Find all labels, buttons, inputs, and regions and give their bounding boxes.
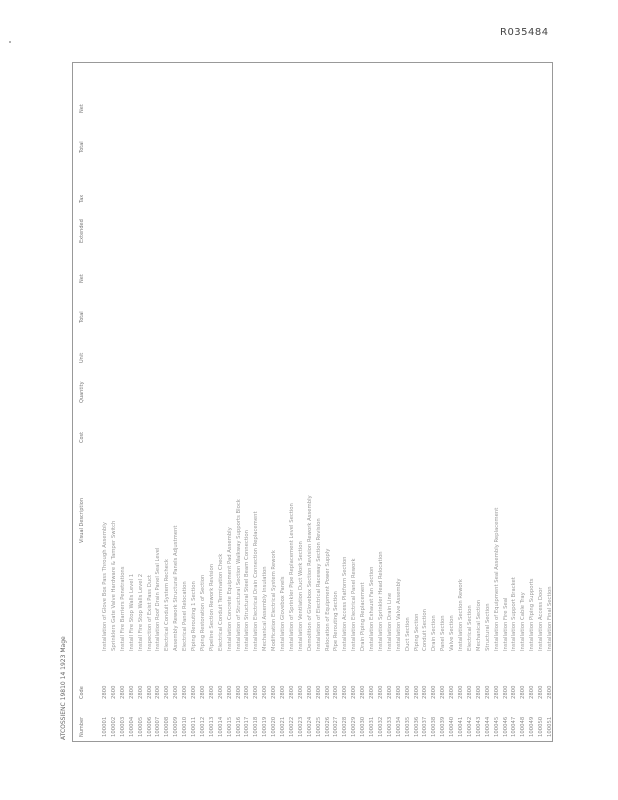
row-number: 100005 <box>137 716 144 737</box>
row-code: 2800 <box>369 685 375 699</box>
row-number: 100015 <box>226 716 233 737</box>
row-description: Conduit Section <box>422 609 429 651</box>
rotated-table-frame <box>72 62 553 742</box>
row-number: 100045 <box>493 716 500 737</box>
row-number: 100031 <box>369 716 375 737</box>
column-header: Quantity <box>79 381 85 403</box>
row-code: 2800 <box>137 685 144 699</box>
row-number: 100007 <box>155 716 162 737</box>
column-header: Cost <box>79 431 85 443</box>
row-description: Installation Ventilation Duct Work Section <box>297 541 304 651</box>
column-header: Code <box>79 686 85 699</box>
row-code: 2600 <box>173 685 180 699</box>
row-code: 2800 <box>440 685 447 699</box>
row-code: 2800 <box>431 685 438 699</box>
column-header: Net <box>79 274 85 283</box>
row-number: 100001 <box>102 716 108 737</box>
row-number: 100013 <box>208 716 215 737</box>
row-description: Assembly Rework Structural Panels Adjustment <box>173 525 180 651</box>
row-number: 100018 <box>253 716 260 737</box>
row-code: 2800 <box>547 685 553 699</box>
row-description: Electrical Conduit Termination Check <box>217 553 224 651</box>
row-code: 2800 <box>191 685 197 699</box>
row-description: Installation Exhaust Fan Section <box>369 566 375 651</box>
row-description: Installation of Sprinkler Pipe Replacement Level Section <box>288 503 295 651</box>
row-number: 100042 <box>466 716 473 737</box>
row-description: Installation Drain Line <box>386 592 393 651</box>
row-description: Duct Section <box>404 617 411 651</box>
row-code: 2800 <box>511 685 518 699</box>
row-number: 100004 <box>128 716 135 737</box>
row-number: 100038 <box>431 716 438 737</box>
row-number: 100017 <box>244 716 251 737</box>
row-number: 100044 <box>484 716 491 737</box>
row-code: 2800 <box>199 685 206 699</box>
bates-number: R035484 <box>500 27 549 38</box>
row-code: 2800 <box>253 685 260 699</box>
row-number: 100049 <box>529 716 536 737</box>
row-code: 2800 <box>182 685 189 699</box>
row-code: 2800 <box>342 685 349 699</box>
row-code: 2800 <box>475 685 482 699</box>
row-number: 100003 <box>119 716 126 737</box>
row-code: 2800 <box>324 685 331 699</box>
row-code: 2800 <box>297 685 304 699</box>
row-description: Sprinklers Gate Valve Hardware & Tamper Switch <box>110 520 117 651</box>
row-description: Installation of Electrical Raceway Section Revision <box>315 518 322 651</box>
row-description: Demolition of Glovebox Section Revision Rework Assembly <box>306 495 313 651</box>
row-description: Installation Electrical Panel Rework <box>351 558 358 651</box>
row-description: Valve Section <box>449 615 456 651</box>
row-description: Installation Support Bracket <box>511 577 518 651</box>
row-number: 100020 <box>271 716 278 737</box>
row-code: 2800 <box>395 685 402 699</box>
row-code: 2800 <box>458 685 464 699</box>
column-header: Extended <box>79 219 85 243</box>
row-description: Installation Cable Tray <box>520 592 527 651</box>
row-description: Installation Glovebox Panels <box>280 576 286 651</box>
row-number: 100014 <box>217 716 224 737</box>
row-description: Installation Structural Steel Beam Connection <box>244 530 251 651</box>
row-number: 100047 <box>511 716 518 737</box>
row-code: 2800 <box>520 685 527 699</box>
row-description: Installation Piping Supports <box>529 578 536 651</box>
row-code: 2800 <box>306 685 313 699</box>
row-code: 2800 <box>235 685 242 699</box>
row-number: 100025 <box>315 716 322 737</box>
row-code: 2600 <box>262 685 269 699</box>
row-number: 100023 <box>297 716 304 737</box>
row-code: 2600 <box>110 685 117 699</box>
row-code: 2800 <box>413 685 420 699</box>
row-code: 2800 <box>271 685 278 699</box>
row-code: 2800 <box>529 685 536 699</box>
row-description: Piping Section <box>413 613 420 651</box>
row-description: Installation Fire Seal <box>502 597 509 651</box>
scan-speck <box>9 41 11 43</box>
row-number: 100041 <box>458 716 464 737</box>
row-description: Pipe Rerouting Section <box>333 591 340 651</box>
row-number: 100035 <box>404 716 411 737</box>
row-number: 100051 <box>547 716 553 737</box>
row-number: 100026 <box>324 716 331 737</box>
row-description: Relocation of Equipment Power Supply <box>324 548 331 651</box>
row-number: 100034 <box>395 716 402 737</box>
row-description: Installation Valve Assembly <box>395 578 402 651</box>
row-number: 100022 <box>288 716 295 737</box>
row-description: Inspection of Exist Pass Duct <box>146 574 153 651</box>
row-code: 2800 <box>119 685 126 699</box>
row-number: 100002 <box>110 716 117 737</box>
row-number: 100021 <box>280 716 286 737</box>
row-code: 2800 <box>128 685 135 699</box>
row-code: 2800 <box>449 685 456 699</box>
row-code: 2800 <box>538 685 545 699</box>
row-code: 2800 <box>280 685 286 699</box>
row-code: 2800 <box>146 685 153 699</box>
row-number: 100036 <box>413 716 420 737</box>
row-code: 2800 <box>360 685 367 699</box>
row-code: 2600 <box>164 685 171 699</box>
row-code: 2800 <box>244 685 251 699</box>
document-header-text: ATCOSSIENC 19810 14 1923 Mage <box>60 636 67 740</box>
row-code: 2800 <box>333 685 340 699</box>
row-code: 2800 <box>466 685 473 699</box>
row-number: 100028 <box>342 716 349 737</box>
column-header: Total <box>79 311 85 323</box>
row-description: Install Fire Stop Walls Level 2 <box>137 573 144 651</box>
row-number: 100043 <box>475 716 482 737</box>
row-code: 2800 <box>288 685 295 699</box>
row-description: Electrical Conduit System Recheck <box>164 559 171 651</box>
row-description: Electrical Panel Relocation <box>182 581 189 651</box>
column-header: Unit <box>79 352 85 363</box>
row-description: Installation of Glove Box Pass Through Assembly <box>102 522 108 651</box>
row-description: Pipeline Section Rework Revision <box>208 563 215 651</box>
column-header: Number <box>79 716 85 737</box>
row-number: 100046 <box>502 716 509 737</box>
row-description: Installation Electrical Drain Connection Replacement <box>253 511 260 651</box>
row-description: Electrical Section <box>466 605 473 651</box>
row-description: Panel Section <box>440 615 447 651</box>
row-description: Drain Piping Replacement <box>360 582 367 651</box>
row-description: Installation Roof Drain Panel Seal Level <box>155 547 162 651</box>
row-code: 2800 <box>208 685 215 699</box>
table-row <box>546 63 556 743</box>
document-header <box>60 636 80 800</box>
row-description: Install Fire Barriers Penetrations <box>119 566 126 651</box>
row-description: Installation Section Rework <box>458 579 464 651</box>
row-code: 2800 <box>102 685 108 699</box>
row-number: 100008 <box>164 716 171 737</box>
row-number: 100019 <box>262 716 269 737</box>
row-number: 100040 <box>449 716 456 737</box>
row-number: 100027 <box>333 716 340 737</box>
row-number: 100011 <box>191 716 197 737</box>
row-description: Piping Rerouting 1 Section <box>191 581 197 651</box>
row-number: 100030 <box>360 716 367 737</box>
row-description: Installation Sprinkler Head Relocation <box>377 551 384 651</box>
row-code: 2800 <box>493 685 500 699</box>
row-number: 100039 <box>440 716 447 737</box>
row-description: Install Fire Stop Walls Level 1 <box>128 573 135 651</box>
row-number: 100032 <box>377 716 384 737</box>
column-header: Net <box>79 104 85 113</box>
column-header: Tax <box>79 194 85 203</box>
row-number: 100037 <box>422 716 429 737</box>
row-code: 2800 <box>422 685 429 699</box>
row-code: 2800 <box>155 685 162 699</box>
row-number: 100012 <box>199 716 206 737</box>
row-description: Piping Restoration of Section <box>199 574 206 651</box>
row-code: 2800 <box>377 685 384 699</box>
row-number: 100006 <box>146 716 153 737</box>
row-number: 100029 <box>351 716 358 737</box>
row-code: 2800 <box>502 685 509 699</box>
row-code: 2800 <box>404 685 411 699</box>
row-description: Mechanical Section <box>475 599 482 651</box>
row-number: 100009 <box>173 716 180 737</box>
row-description: Structural Section <box>484 603 491 651</box>
row-number: 100033 <box>386 716 393 737</box>
row-code: 2800 <box>315 685 322 699</box>
row-description: Installation of Structural Section Walkway Supports Block <box>235 499 242 651</box>
row-code: 2800 <box>386 685 393 699</box>
row-description: Installation Access Door <box>538 587 545 651</box>
row-number: 100048 <box>520 716 527 737</box>
row-number: 100050 <box>538 716 545 737</box>
row-number: 100024 <box>306 716 313 737</box>
row-description: Installation Access Platform Section <box>342 556 349 651</box>
row-description: Mechanical Assembly Insulation <box>262 566 269 651</box>
row-code: 2600 <box>217 685 224 699</box>
row-number: 100016 <box>235 716 242 737</box>
column-header: Total <box>79 141 85 153</box>
rotated-table <box>73 63 554 743</box>
row-description: Installation Concrete Equipment Pad Assembly <box>226 527 233 651</box>
row-code: 2800 <box>351 685 358 699</box>
row-description: Drain Section <box>431 615 438 651</box>
row-description: Modification Electrical System Rework <box>271 550 278 651</box>
column-header: Visual Description <box>79 498 85 543</box>
row-code: 2800 <box>484 685 491 699</box>
row-code: 2800 <box>226 685 233 699</box>
row-number: 100010 <box>182 716 189 737</box>
row-description: Installation Final Section <box>547 586 553 651</box>
row-description: Installation of Equipment Seal Assembly Replacement <box>493 507 500 651</box>
